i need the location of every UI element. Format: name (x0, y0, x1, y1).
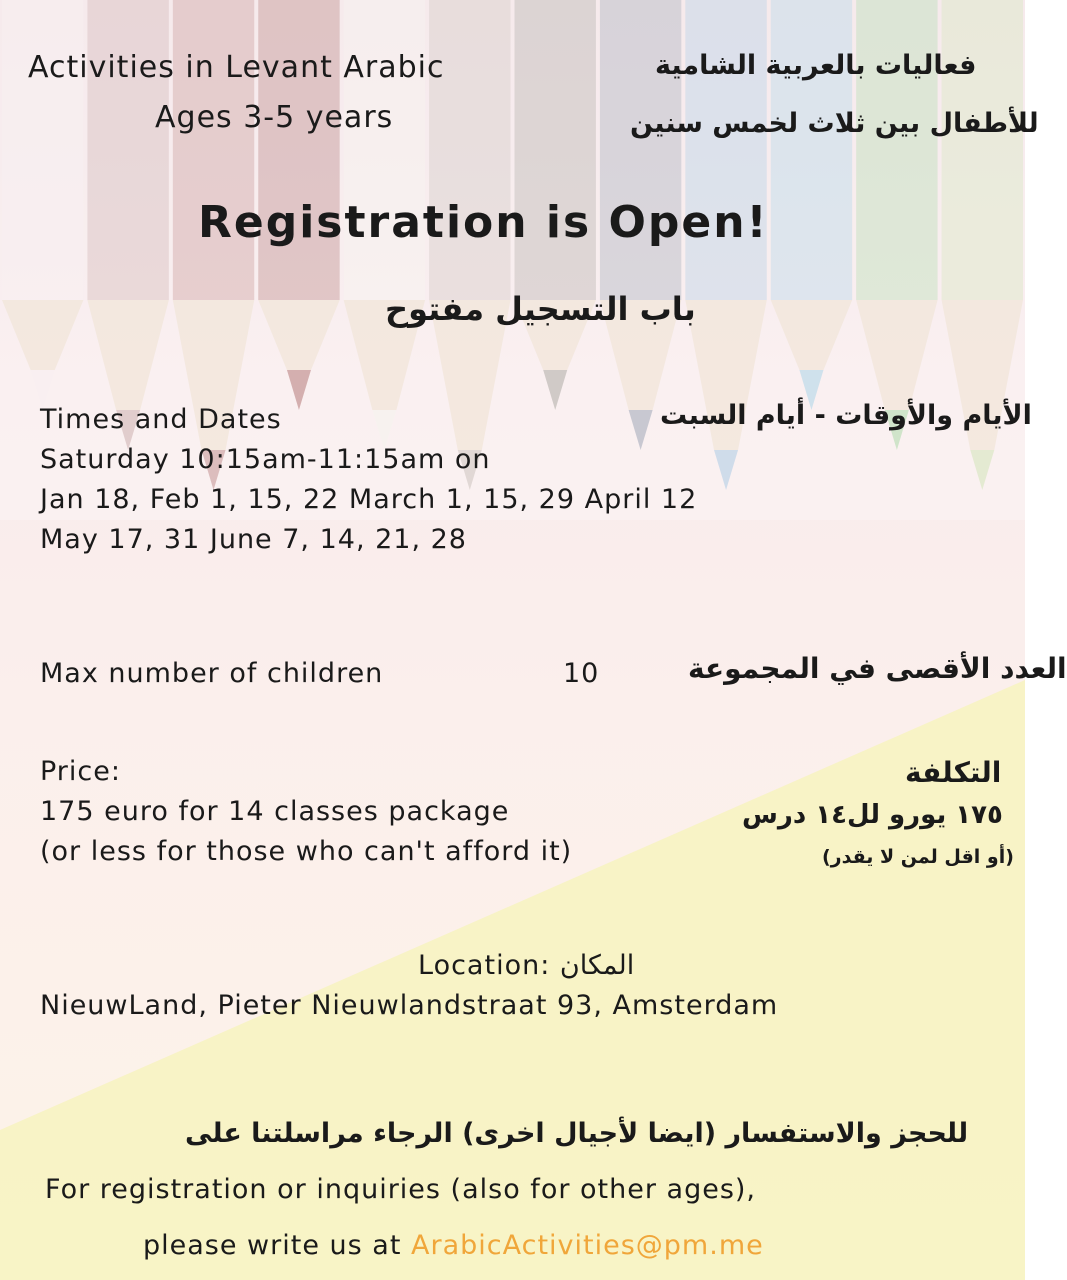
contact-ar: للحجز والاستفسار (ايضا لأجيال اخرى) الرجاء مراسلتنا على (185, 1118, 969, 1149)
title-ar: فعاليات بالعربية الشامية (655, 50, 977, 81)
price-line: 175 euro for 14 classes package (40, 796, 510, 827)
price-label: Price: (40, 756, 121, 787)
title-en: Activities in Levant Arabic (28, 50, 445, 85)
schedule-line: May 17, 31 June 7, 14, 21, 28 (40, 524, 467, 555)
contact-line-2 (143, 1226, 764, 1266)
price-note: (or less for those who can't afford it) (40, 836, 573, 867)
schedule-label-ar: الأيام والأوقات - أيام السبت (660, 400, 1032, 431)
capacity-label: Max number of children (40, 658, 384, 689)
registration-heading-en: Registration is Open! (198, 197, 769, 248)
price-label-ar: التكلفة (905, 756, 1002, 789)
registration-heading-ar: باب التسجيل مفتوح (385, 290, 696, 328)
ages-en: Ages 3-5 years (155, 100, 394, 135)
contact-email-link[interactable]: ArabicActivities@pm.me (411, 1230, 764, 1261)
schedule-label: Times and Dates (40, 404, 282, 435)
price-note-ar: (أو اقل لمن لا يقدر) (822, 846, 1014, 868)
capacity-value: 10 (563, 658, 600, 689)
location-address: NieuwLand, Pieter Nieuwlandstraat 93, Amsterdam (40, 990, 779, 1021)
schedule-line: Jan 18, Feb 1, 15, 22 March 1, 15, 29 April 12 (40, 484, 698, 515)
ages-ar: للأطفال بين ثلاث لخمس سنين (630, 108, 1039, 139)
contact-line: For registration or inquiries (also for other ages), (45, 1174, 757, 1205)
price-line-ar: ١٧٥ يورو لل١٤ درس (742, 800, 1003, 830)
capacity-label-ar: العدد الأقصى في المجموعة (688, 652, 1067, 685)
contact-prefix: please write us at (143, 1230, 402, 1261)
schedule-line: Saturday 10:15am-11:15am on (40, 444, 491, 475)
location-label: Location: المكان (418, 950, 635, 981)
